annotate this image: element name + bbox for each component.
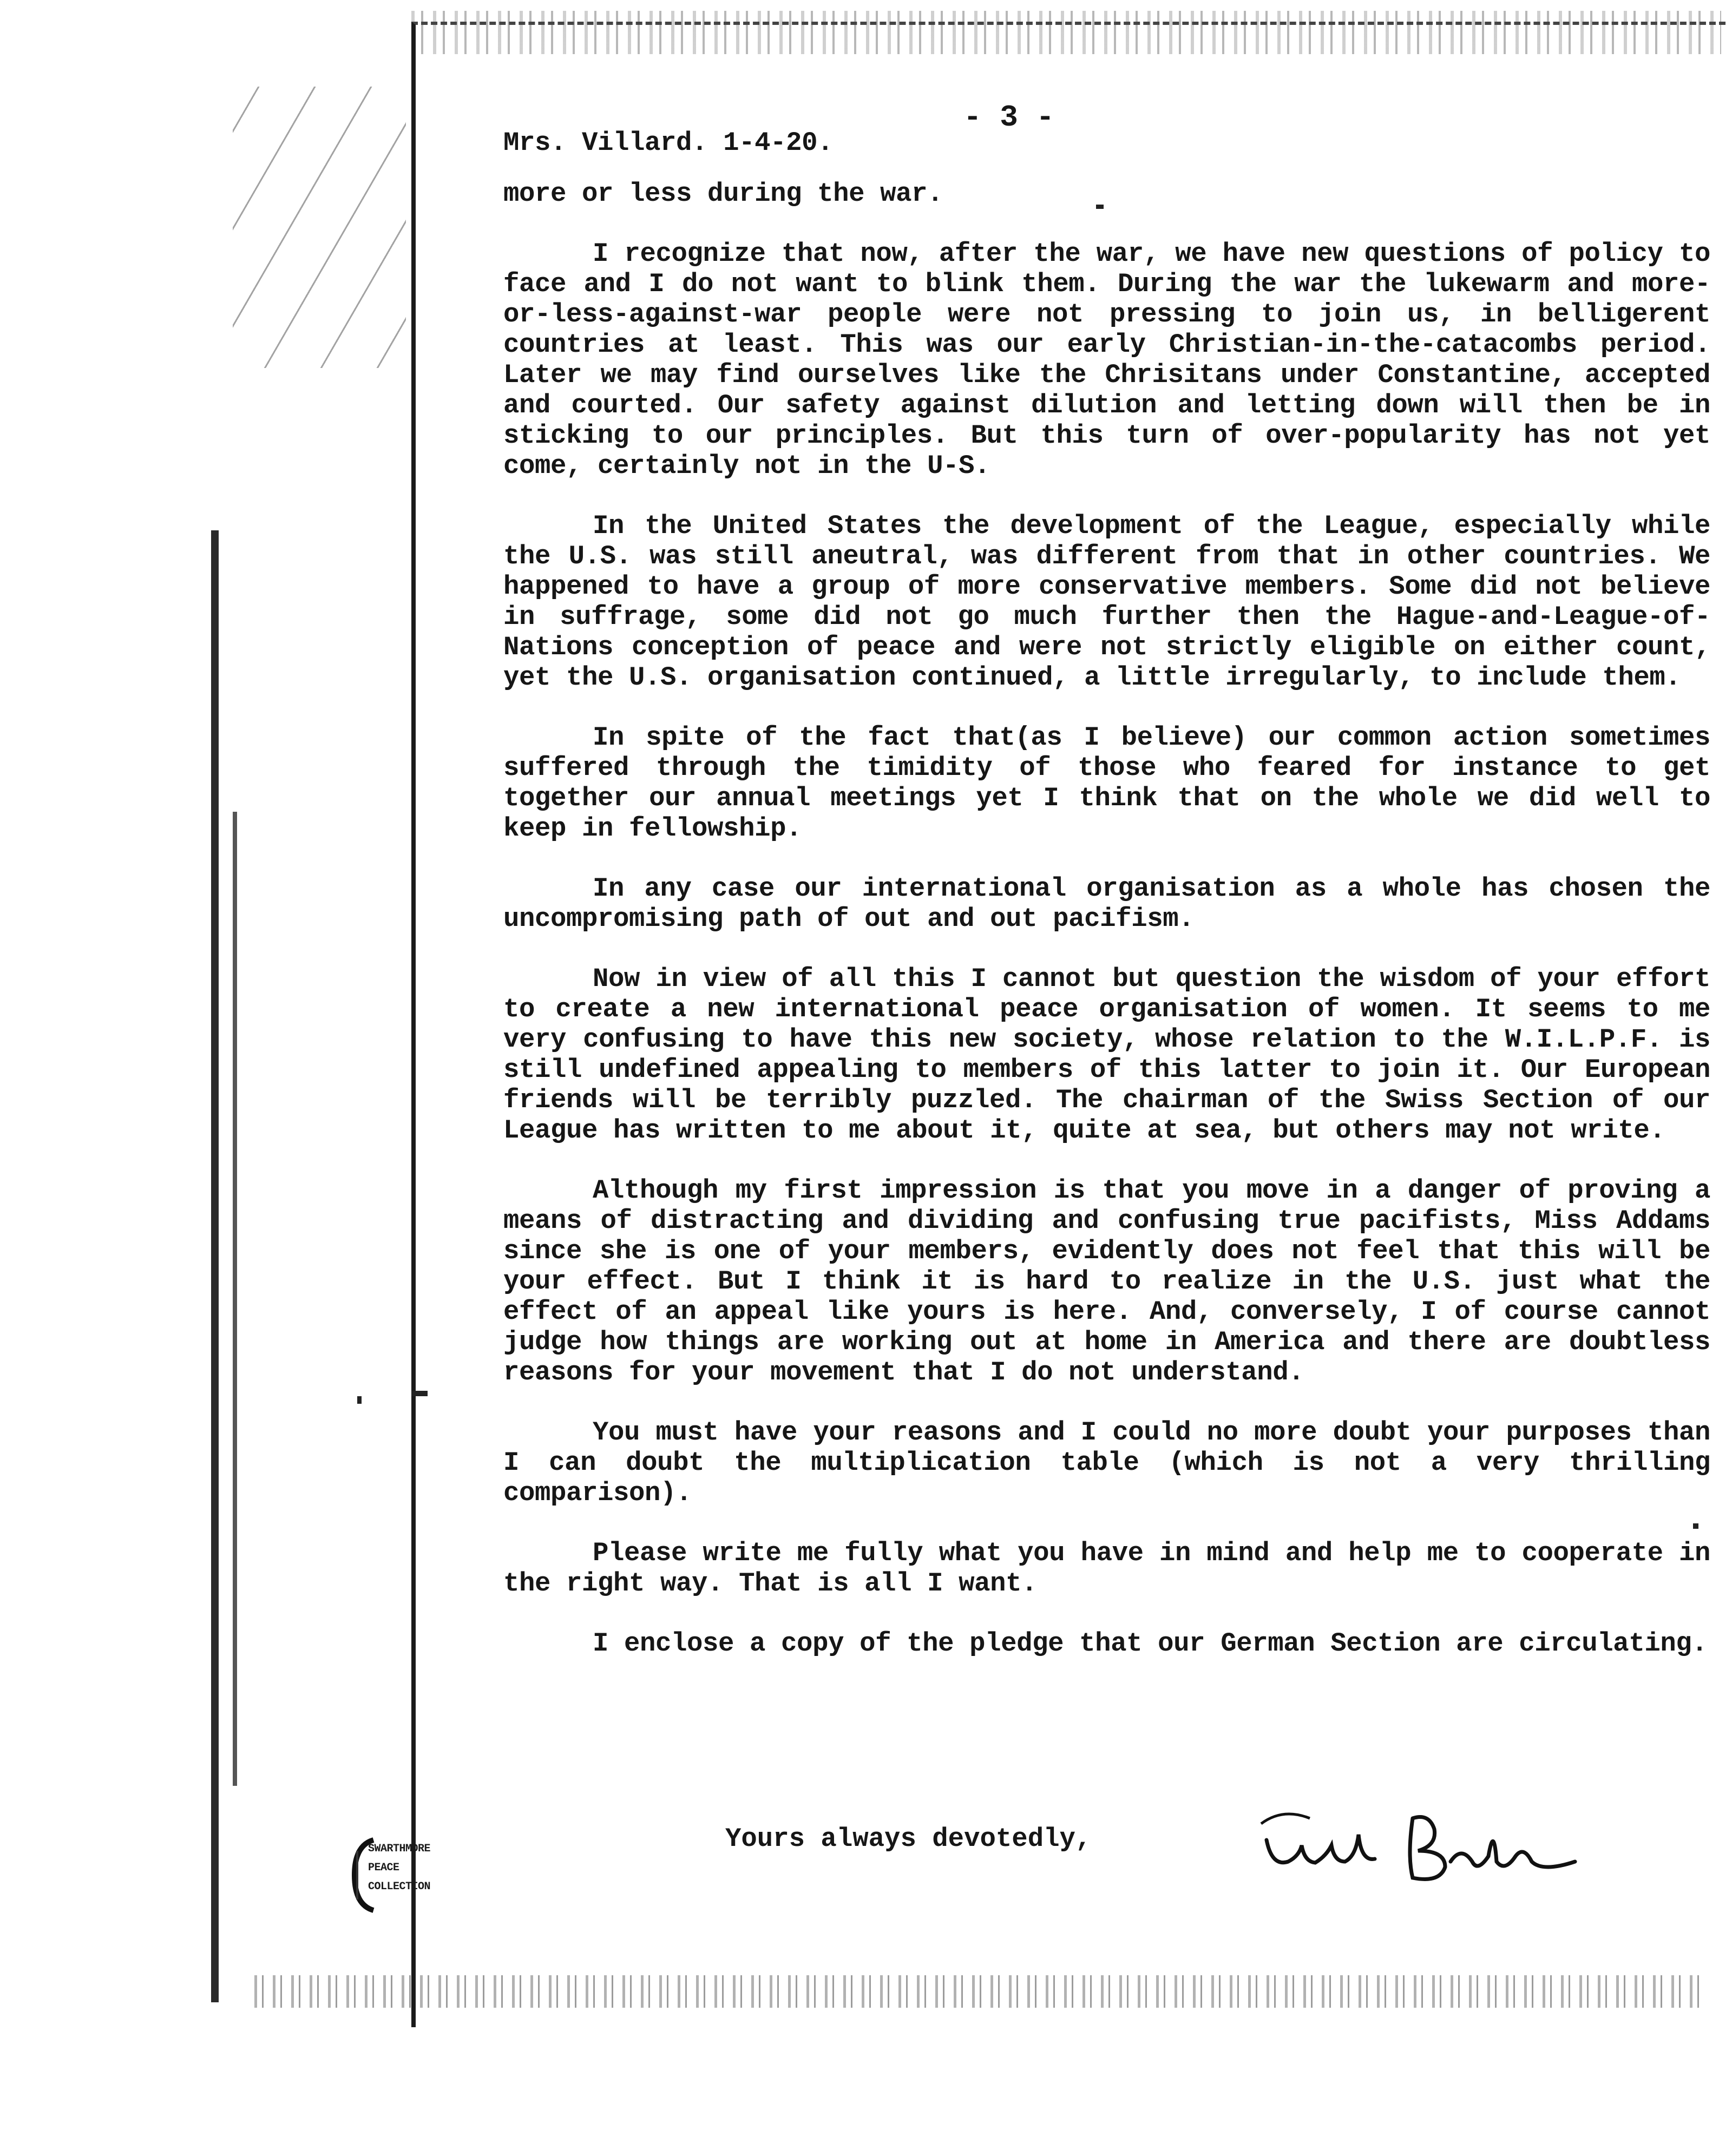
letter-paragraph: Now in view of all this I cannot but question the wisdom of your effort to create a new international peace organisation of women. It seems to me very confusing to have this new society, whose relation to the W.I.L.P.F. is still undefined appealing to members of this latter to join it. Our European friends will be terribly puzzled. The chairman of the Swiss Section of our League has written to me about it, quite at sea, but others may not write. xyxy=(503,964,1710,1146)
letter-paragraph: In spite of the fact that(as I believe) our common action sometimes suffered through the timidity of those who feared for instance to get together our annual meetings yet I think that on the whole we did well to keep in fellowship. xyxy=(503,722,1710,844)
stamp-text: PEACE xyxy=(368,1862,399,1874)
scan-left-margin-line-secondary xyxy=(233,812,237,1786)
letter-body xyxy=(503,128,1710,1688)
letter-paragraph: I enclose a copy of the pledge that our German Section are circulating. xyxy=(593,1628,1708,1659)
page-number: - 3 - xyxy=(963,100,1055,135)
stray-ink-dot xyxy=(357,1396,362,1404)
letter-header: Mrs. Villard. 1-4-20. xyxy=(503,128,834,158)
letter-paragraph: In the United States the development of the League, especially while the U.S. was still aneutral, was different from that in other countries. We happened to have a group of more conservative members. Some did not believe in suffrage, some did not go much further then the Hague-and-League-of-Nations conception of peace and were not strictly eligible on either count, yet the U.S. organisation continued, a little irregularly, to include them. xyxy=(503,511,1710,693)
closing: Yours always devotedly, xyxy=(725,1824,1092,1854)
letter-paragraph: You must have your reasons and I could no more doubt your purposes than I can doubt the multiplication table (which is not a very thrilling comparison). xyxy=(503,1417,1710,1508)
letter-paragraph: I recognize that now, after the war, we have new questions of policy to face and I do not want to blink them. During the war the lukewarm and more-or-less-against-war people were not pressing to join us, in belligerent countries at least. This was our early Christian-in-the-catacombs period. Later we may find ourselves like the Chrisitans under Constantine, accepted and courted. Our safety against dilution and letting down will then be in sticking to our principles. But this turn of over-popularity has not yet come, certainly not in the U-S. xyxy=(503,239,1710,481)
letter-paragraph: In any case our international organisation as a whole has chosen the uncompromising path of out and out pacifism. xyxy=(503,873,1710,934)
scan-left-margin-line xyxy=(211,530,219,2002)
stamp-text: SWARTHMORE xyxy=(368,1843,431,1855)
letter-paragraph: Although my first impression is that you move in a danger of proving a means of distracting and dividing and confusing true pacifists, Miss Addams since she is one of your members, evidently does not feel that this will be your effect. But I think it is hard to realize in the U.S. just what the effect of an appeal like yours is here. And, conversely, I of course cannot judge how things are working out at home in America and there are doubtless reasons for your movement that I do not understand. xyxy=(503,1175,1710,1388)
scan-bottom-edge-noise xyxy=(254,1975,1705,2008)
stamp-text: COLLECTION xyxy=(368,1881,431,1893)
letter-paragraph: Please write me fully what you have in mind and help me to cooperate in the right way. That is all I want. xyxy=(503,1538,1710,1599)
stray-ink-mark xyxy=(411,1391,428,1396)
handwritten-signature xyxy=(1250,1802,1597,1889)
scan-margin-streaks xyxy=(233,87,406,368)
letter-paragraph: more or less during the war. xyxy=(503,179,943,209)
